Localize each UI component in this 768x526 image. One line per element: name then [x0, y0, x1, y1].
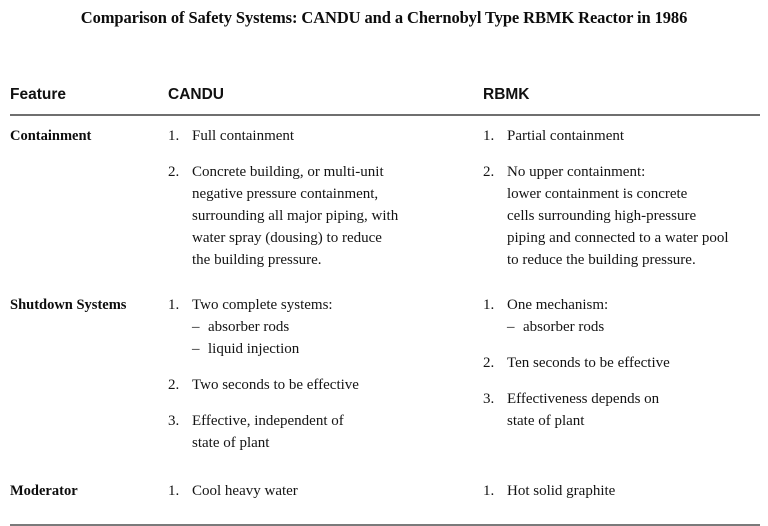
candu-cell	[168, 480, 483, 502]
row-spacer	[10, 502, 760, 524]
sub-list-item-label: liquid injection	[208, 341, 300, 357]
list-item-number: 1.	[483, 483, 495, 499]
sub-list-item	[192, 338, 483, 360]
list-item-line: surrounding all major piping, with	[192, 208, 399, 224]
list-item	[168, 374, 483, 396]
list-item-line: Two complete systems:	[192, 297, 333, 313]
list-item	[483, 294, 760, 338]
list-item-number: 1.	[168, 297, 180, 313]
list-item-number: 3.	[483, 391, 495, 407]
list-item	[483, 388, 760, 432]
list-item-line: No upper containment:	[507, 164, 646, 180]
feature-label: Shutdown Systems	[10, 297, 127, 313]
list-item-number: 3.	[168, 413, 180, 429]
list-item-line: state of plant	[507, 413, 585, 429]
list-item-body	[192, 480, 483, 502]
list-item-line: piping and connected to a water pool	[507, 230, 729, 246]
list-item-line: Concrete building, or multi-unit	[192, 164, 384, 180]
list-item-number: 2.	[483, 164, 495, 180]
list-item-body	[192, 161, 483, 271]
list-item-body	[192, 410, 483, 454]
rbmk-cell	[483, 294, 760, 432]
candu-cell	[168, 294, 483, 454]
list-item-body	[507, 352, 760, 374]
list-item-body	[507, 388, 760, 432]
list-item-line: Partial containment	[507, 128, 625, 144]
table-body	[10, 125, 760, 524]
comparison-table	[10, 86, 760, 526]
list-item-body	[192, 374, 483, 396]
list-item-line: Hot solid graphite	[507, 483, 616, 499]
list-item-line: Effective, independent of	[192, 413, 344, 429]
feature-label: Containment	[10, 128, 92, 144]
list-item-body	[507, 161, 760, 271]
list-item	[483, 480, 760, 502]
list-item-number: 2.	[483, 355, 495, 371]
rbmk-cell	[483, 125, 760, 271]
list-item	[168, 125, 483, 147]
list-item-line: the building pressure.	[192, 252, 322, 268]
column-header-feature: Feature	[10, 86, 66, 103]
list-item-line: Two seconds to be effective	[192, 377, 359, 393]
candu-cell	[168, 125, 483, 271]
list-item-line: to reduce the building pressure.	[507, 252, 696, 268]
list-item-line: lower containment is concrete	[507, 186, 688, 202]
column-header-rbmk: RBMK	[483, 86, 530, 103]
list-item-line: Cool heavy water	[192, 483, 298, 499]
list-item	[168, 161, 483, 271]
page-title: Comparison of Safety Systems: CANDU and a Chernobyl Type RBMK Reactor in 1986	[80, 8, 688, 27]
table-row	[10, 480, 760, 502]
list-item-number: 1.	[168, 128, 180, 144]
list-item-number: 2.	[168, 164, 180, 180]
list-item-line: state of plant	[192, 435, 270, 451]
table-row	[10, 294, 760, 454]
list-item-line: Effectiveness depends on	[507, 391, 660, 407]
feature-label: Moderator	[10, 483, 78, 499]
sub-list-item-label: absorber rods	[208, 319, 290, 335]
list-item	[483, 352, 760, 374]
list-item-number: 1.	[168, 483, 180, 499]
list-item	[168, 480, 483, 502]
list-item-line: water spray (dousing) to reduce	[192, 230, 382, 246]
sub-list-item	[192, 316, 483, 338]
dash-icon: –	[507, 319, 515, 335]
list-item-body	[507, 480, 760, 502]
table-header-row	[10, 86, 760, 114]
list-item	[168, 410, 483, 454]
list-item	[483, 125, 760, 147]
column-header-candu: CANDU	[168, 86, 224, 103]
dash-icon: –	[192, 341, 200, 357]
header-divider	[10, 114, 760, 116]
list-item-body	[507, 294, 760, 338]
list-item-line: Full containment	[192, 128, 295, 144]
list-item	[483, 161, 760, 271]
list-item-line: One mechanism:	[507, 297, 609, 313]
table-row	[10, 125, 760, 271]
sub-list-item	[507, 316, 760, 338]
list-item-number: 1.	[483, 297, 495, 313]
list-item-body	[192, 294, 483, 360]
dash-icon: –	[192, 319, 200, 335]
list-item-line: Ten seconds to be effective	[507, 355, 670, 371]
sub-list-item-label: absorber rods	[523, 319, 605, 335]
list-item-number: 2.	[168, 377, 180, 393]
list-item-number: 1.	[483, 128, 495, 144]
list-item-body	[192, 125, 483, 147]
list-item-line: cells surrounding high-pressure	[507, 208, 697, 224]
list-item	[168, 294, 483, 360]
list-item-body	[507, 125, 760, 147]
rbmk-cell	[483, 480, 760, 502]
list-item-line: negative pressure containment,	[192, 186, 379, 202]
